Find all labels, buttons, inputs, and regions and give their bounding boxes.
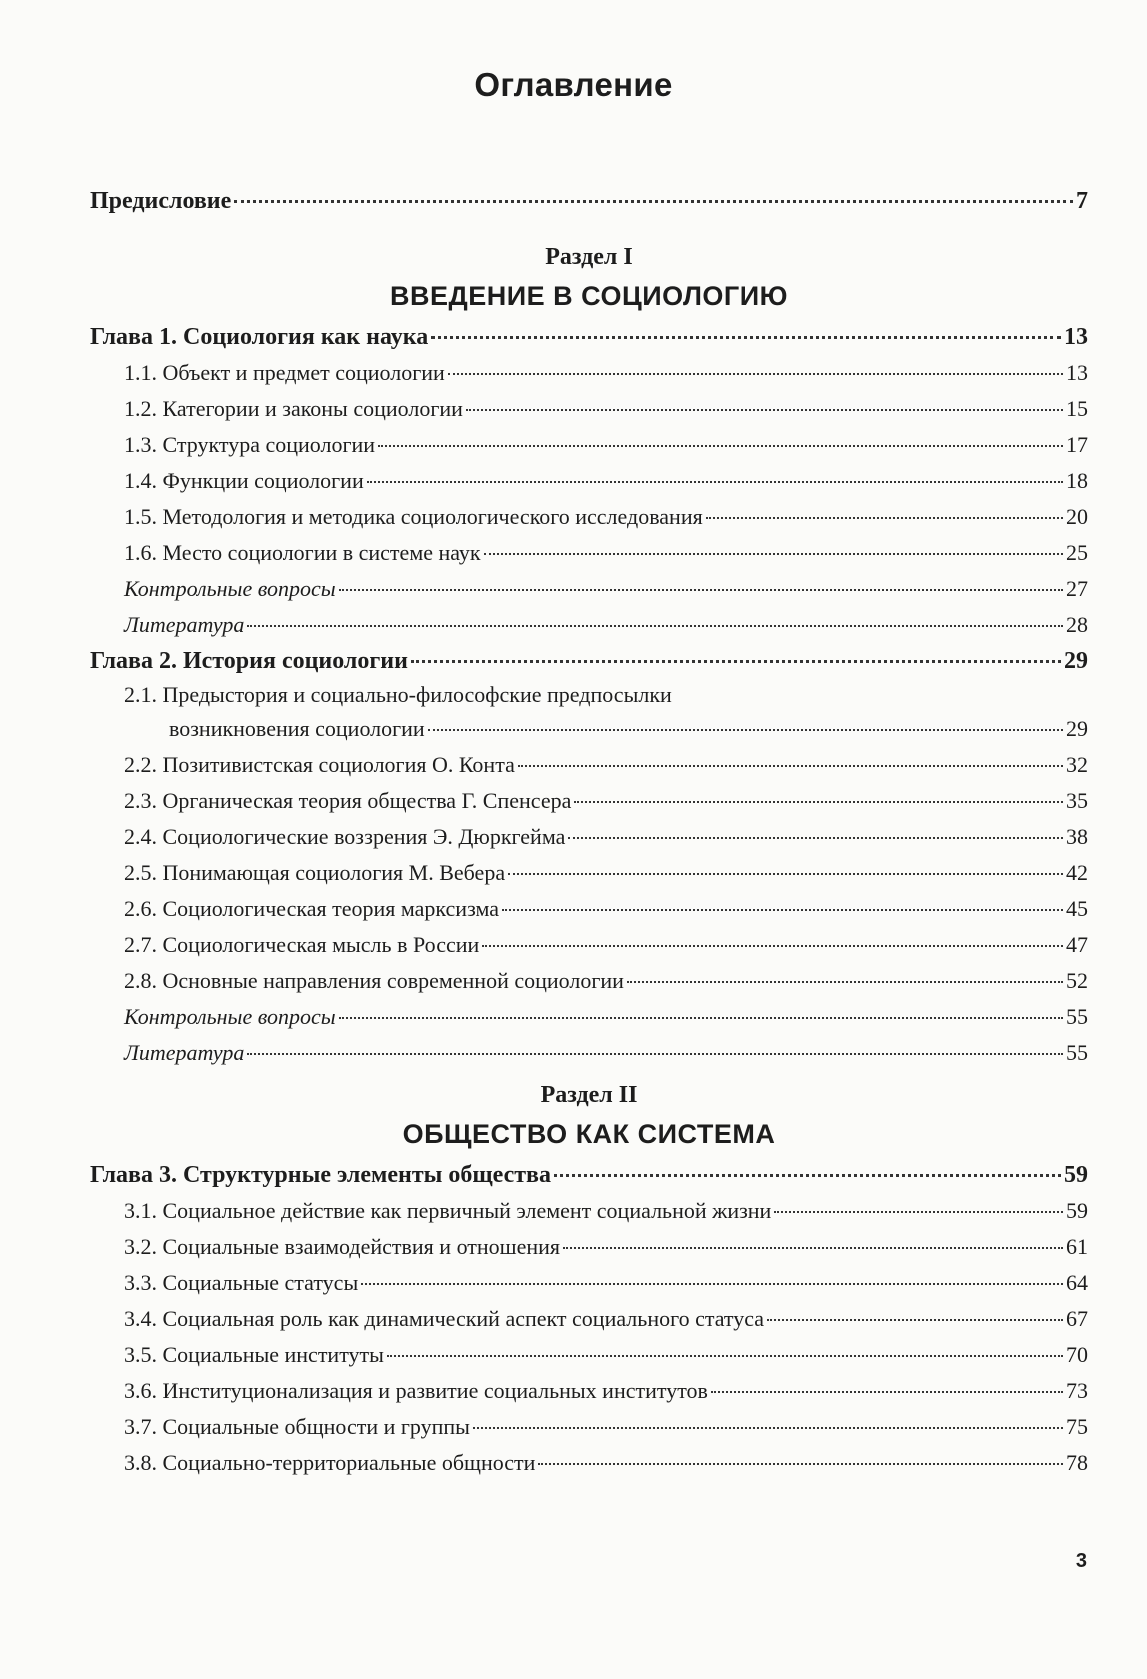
toc-entry — [90, 1193, 1088, 1229]
toc-entry-questions — [90, 571, 1088, 607]
dot-leader — [706, 517, 1063, 519]
entry-label: 2.3. Органическая теория общества Г. Спенсера — [124, 788, 572, 813]
dot-leader — [361, 1283, 1063, 1285]
dot-leader — [234, 200, 1073, 203]
entry-label: 2.8. Основные направления современной социологии — [124, 968, 624, 993]
toc-entry — [90, 355, 1088, 391]
entry-page: 61 — [1066, 1234, 1088, 1259]
toc-entry — [90, 427, 1088, 463]
entry-page: 13 — [1064, 324, 1088, 350]
entry-page: 28 — [1066, 612, 1088, 637]
entry-page: 55 — [1066, 1004, 1088, 1029]
entry-label: Глава 3. Структурные элементы общества — [90, 1162, 552, 1188]
entry-label: Контрольные вопросы — [124, 576, 336, 601]
entry-page: 47 — [1066, 932, 1088, 957]
dot-leader — [563, 1247, 1063, 1249]
entry-page: 35 — [1066, 788, 1088, 813]
entry-label: 3.1. Социальное действие как первичный элемент социальной жизни — [124, 1198, 772, 1223]
toc-entry — [90, 891, 1088, 927]
dot-leader — [508, 873, 1063, 875]
toc-entry — [90, 499, 1088, 535]
part-heading-2 — [90, 1077, 1088, 1155]
entry-label: Глава 2. История социологии — [90, 648, 408, 674]
dot-leader — [767, 1319, 1063, 1321]
entry-label: 2.2. Позитивистская социология О. Конта — [124, 752, 515, 777]
toc-entry-literature — [90, 607, 1088, 643]
entry-page: 13 — [1066, 360, 1088, 385]
entry-label: 2.5. Понимающая социология М. Вебера — [124, 860, 506, 885]
dot-leader — [431, 336, 1061, 339]
toc-entry-multiline — [90, 679, 1088, 747]
entry-continuation — [124, 711, 1088, 747]
entry-label: 3.8. Социально-территориальные общности — [124, 1450, 536, 1475]
entry-page: 32 — [1066, 752, 1088, 777]
toc-entry — [90, 1445, 1088, 1481]
table-of-contents — [90, 183, 1088, 1481]
toc-entry — [90, 1337, 1088, 1373]
dot-leader — [518, 765, 1063, 767]
dot-leader — [428, 729, 1063, 731]
dot-leader — [378, 445, 1063, 447]
dot-leader — [627, 981, 1063, 983]
entry-page: 75 — [1066, 1414, 1088, 1439]
entry-label: 3.5. Социальные институты — [124, 1342, 384, 1367]
dot-leader — [339, 589, 1063, 591]
entry-page: 29 — [1064, 648, 1088, 674]
entry-label: 3.3. Социальные статусы — [124, 1270, 359, 1295]
part-number: Раздел I — [545, 244, 633, 270]
entry-label: Литература — [124, 612, 245, 637]
dot-leader — [411, 660, 1061, 663]
toc-entry — [90, 463, 1088, 499]
toc-entry — [90, 927, 1088, 963]
dot-leader — [466, 409, 1063, 411]
toc-entry — [90, 963, 1088, 999]
page-title: Оглавление — [474, 66, 673, 103]
entry-page: 64 — [1066, 1270, 1088, 1295]
dot-leader — [367, 481, 1063, 483]
entry-label: Глава 1. Социология как наука — [90, 324, 429, 350]
toc-entry-chapter-2 — [90, 643, 1088, 679]
entry-page: 17 — [1066, 432, 1088, 457]
toc-entry — [90, 1265, 1088, 1301]
entry-page: 29 — [1066, 716, 1088, 741]
entry-page: 67 — [1066, 1306, 1088, 1331]
entry-label: 2.4. Социологические воззрения Э. Дюркгейма — [124, 824, 566, 849]
entry-page: 18 — [1066, 468, 1088, 493]
entry-label: 1.3. Структура социологии — [124, 432, 376, 457]
entry-page: 55 — [1066, 1040, 1088, 1065]
entry-label: 3.7. Социальные общности и группы — [124, 1414, 470, 1439]
entry-page: 59 — [1066, 1198, 1088, 1223]
part-heading-1 — [90, 239, 1088, 317]
dot-leader — [538, 1463, 1063, 1465]
toc-entry — [90, 747, 1088, 783]
entry-page: 20 — [1066, 504, 1088, 529]
entry-page: 27 — [1066, 576, 1088, 601]
toc-entry-chapter-3 — [90, 1157, 1088, 1193]
part-name: ВВЕДЕНИЕ В СОЦИОЛОГИЮ — [390, 281, 788, 311]
entry-label: 1.4. Функции социологии — [124, 468, 364, 493]
toc-entry — [90, 535, 1088, 571]
entry-label: 3.2. Социальные взаимодействия и отношения — [124, 1234, 561, 1259]
toc-entry — [90, 391, 1088, 427]
dot-leader — [484, 553, 1063, 555]
entry-page: 59 — [1064, 1162, 1088, 1188]
dot-leader — [473, 1427, 1063, 1429]
toc-entry — [90, 1301, 1088, 1337]
entry-page: 42 — [1066, 860, 1088, 885]
dot-leader — [568, 837, 1063, 839]
entry-page: 73 — [1066, 1378, 1088, 1403]
toc-entry-preface — [90, 183, 1088, 219]
part-number: Раздел II — [540, 1082, 638, 1108]
entry-label-line-2: возникновения социологии — [169, 716, 425, 741]
dot-leader — [247, 1053, 1063, 1055]
entry-label-line-1: 2.1. Предыстория и социально-философские предпосылки — [124, 682, 672, 707]
entry-page: 52 — [1066, 968, 1088, 993]
entry-label: Контрольные вопросы — [124, 1004, 336, 1029]
entry-label: 1.2. Категории и законы социологии — [124, 396, 463, 421]
entry-page: 38 — [1066, 824, 1088, 849]
entry-label: 1.1. Объект и предмет социологии — [124, 360, 445, 385]
dot-leader — [482, 945, 1063, 947]
entry-page: 70 — [1066, 1342, 1088, 1367]
dot-leader — [339, 1017, 1063, 1019]
entry-label: Литература — [124, 1040, 245, 1065]
entry-page: 7 — [1076, 188, 1088, 214]
dot-leader — [448, 373, 1063, 375]
entry-page: 45 — [1066, 896, 1088, 921]
toc-entry-chapter-1 — [90, 319, 1088, 355]
toc-entry — [90, 1373, 1088, 1409]
dot-leader — [502, 909, 1063, 911]
dot-leader — [711, 1391, 1063, 1393]
part-name: ОБЩЕСТВО КАК СИСТЕМА — [402, 1119, 776, 1149]
entry-label: 3.4. Социальная роль как динамический аспект социального статуса — [124, 1306, 765, 1331]
dot-leader — [574, 801, 1063, 803]
dot-leader — [247, 625, 1063, 627]
toc-entry — [90, 783, 1088, 819]
entry-page: 15 — [1066, 396, 1088, 421]
entry-label: Предисловие — [90, 188, 232, 214]
entry-label: 1.5. Методология и методика социологического исследования — [124, 504, 703, 529]
entry-label: 2.7. Социологическая мысль в России — [124, 932, 480, 957]
dot-leader — [774, 1211, 1063, 1213]
dot-leader — [387, 1355, 1063, 1357]
entry-label: 1.6. Место социологии в системе наук — [124, 540, 481, 565]
toc-entry — [90, 819, 1088, 855]
toc-entry-literature — [90, 1035, 1088, 1071]
entry-label: 2.6. Социологическая теория марксизма — [124, 896, 499, 921]
toc-entry — [90, 1229, 1088, 1265]
toc-entry-questions — [90, 999, 1088, 1035]
entry-label: 3.6. Институционализация и развитие социальных институтов — [124, 1378, 708, 1403]
entry-page: 25 — [1066, 540, 1088, 565]
entry-page: 78 — [1066, 1450, 1088, 1475]
toc-entry — [90, 855, 1088, 891]
dot-leader — [554, 1174, 1061, 1177]
page-number: 3 — [1075, 1550, 1087, 1572]
toc-entry — [90, 1409, 1088, 1445]
